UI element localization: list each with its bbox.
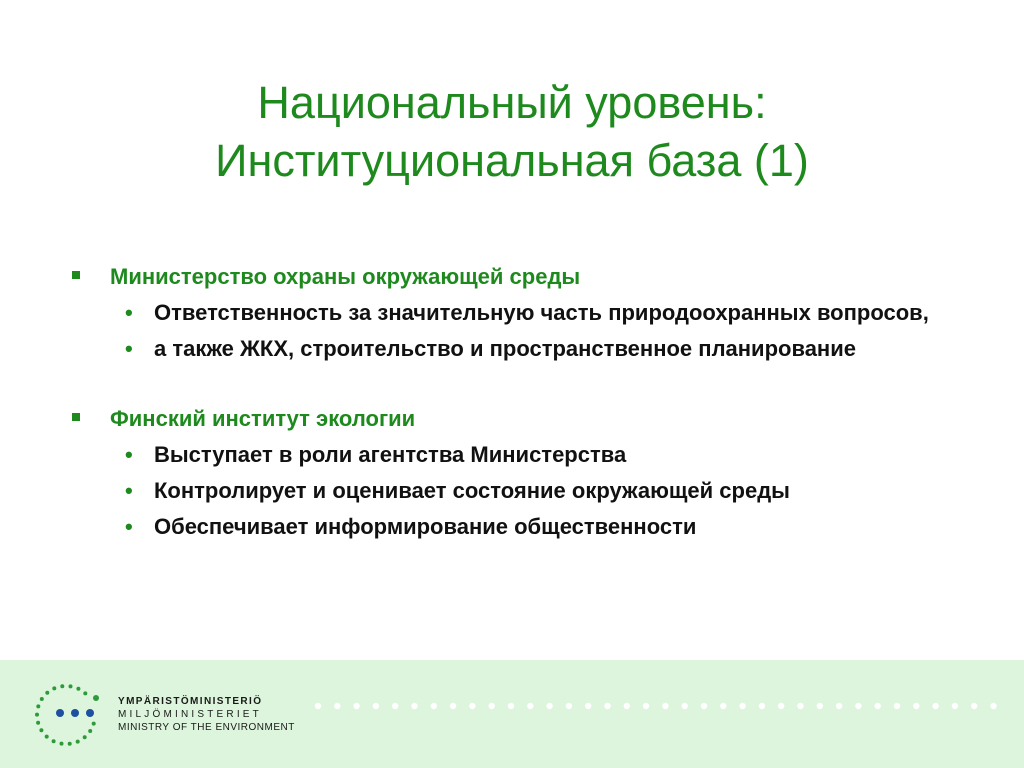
square-bullet-icon [72, 413, 80, 421]
list-item-text: Ответственность за значительную часть природоохранных вопросов, [154, 300, 929, 325]
round-bullet-icon: • [125, 300, 133, 325]
list-item [70, 476, 970, 506]
logo-line-swedish: MILJÖMINISTERIET [118, 709, 262, 720]
ministry-logo-icon [30, 680, 110, 750]
square-bullet-icon [72, 271, 80, 279]
section-heading-ministry [70, 262, 970, 292]
slide-title [0, 74, 1024, 190]
section-heading-text: Финский институт экологии [110, 406, 416, 431]
list-item-text: а также ЖКХ, строительство и пространственное планирование [154, 336, 856, 361]
round-bullet-icon: • [125, 442, 133, 467]
list-item [70, 334, 970, 364]
round-bullet-icon: • [125, 514, 133, 539]
section-heading-institute [70, 404, 970, 434]
footer-band [0, 660, 1024, 768]
list-item [70, 512, 970, 542]
list-item [70, 440, 970, 470]
slide-title-line1: Национальный уровень: [257, 77, 767, 128]
ministry-logo-text [118, 695, 295, 734]
list-item-text: Выступает в роли агентства Министерства [154, 442, 627, 467]
bullet-list [70, 262, 970, 542]
round-bullet-icon: • [125, 478, 133, 503]
list-item-text: Контролирует и оценивает состояние окружающей среды [154, 478, 790, 503]
decorative-dot-row [312, 698, 1012, 714]
logo-line-english: MINISTRY OF THE ENVIRONMENT [118, 722, 295, 733]
logo-line-finnish: YMPÄRISTÖMINISTERIÖ [118, 696, 263, 707]
list-item-text: Обеспечивает информирование общественности [154, 514, 697, 539]
list-item [70, 298, 970, 328]
section-heading-text: Министерство охраны окружающей среды [110, 264, 581, 289]
round-bullet-icon: • [125, 336, 133, 361]
slide-title-line2: Институциональная база (1) [215, 135, 809, 186]
